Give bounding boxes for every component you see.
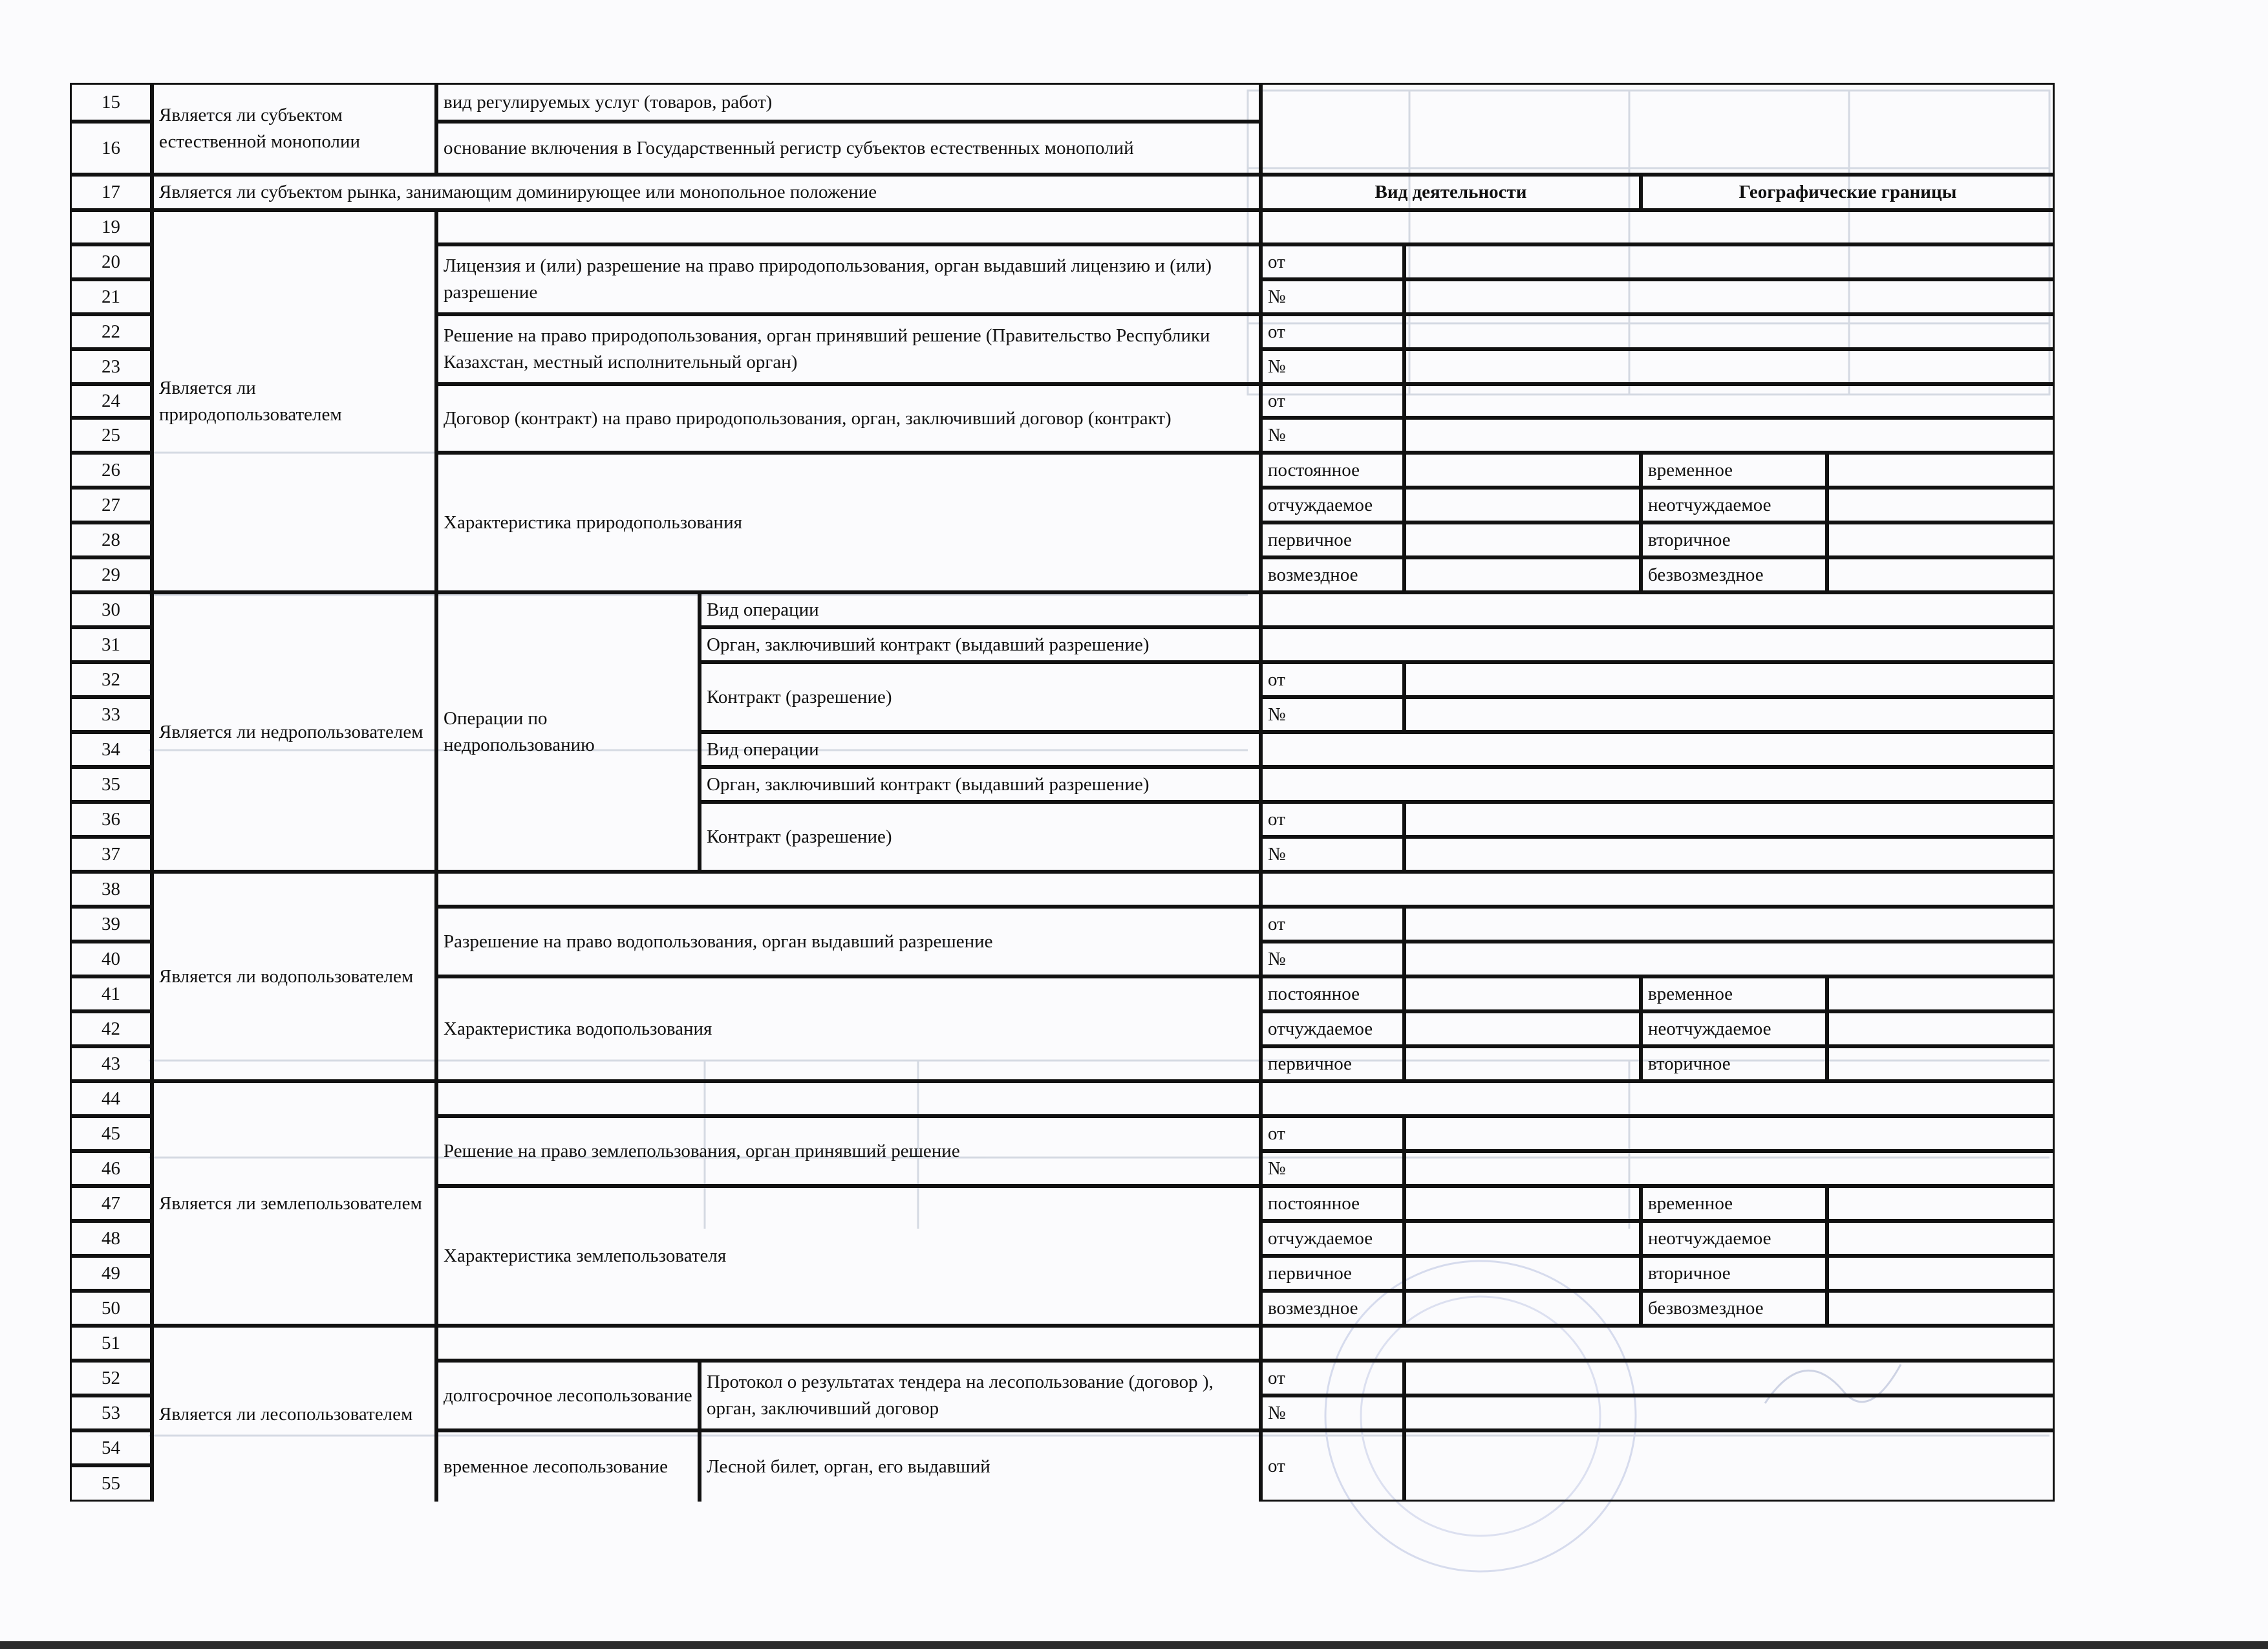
- from-value: [1404, 1116, 2055, 1151]
- nature-characteristic-label: Характеристика природопользования: [436, 453, 1261, 592]
- row-number: 26: [70, 453, 152, 488]
- from-value: [1404, 662, 2055, 697]
- row-number: 37: [70, 837, 152, 872]
- option-value: [1827, 1011, 2055, 1046]
- option-value: [1404, 557, 1641, 592]
- option-value: [1404, 1186, 1641, 1221]
- characteristic-option: неотчуждаемое: [1641, 488, 1827, 523]
- from-label: от: [1261, 314, 1404, 349]
- land-decision-label: Решение на право землепользования, орган принявший решение: [436, 1116, 1261, 1186]
- option-value: [1404, 1256, 1641, 1291]
- from-value: [1404, 907, 2055, 942]
- option-value: [1404, 488, 1641, 523]
- from-label: от: [1261, 244, 1404, 279]
- from-value: [1404, 384, 2055, 418]
- row-number: 41: [70, 976, 152, 1011]
- characteristic-option: возмездное: [1261, 557, 1404, 592]
- characteristic-option: постоянное: [1261, 1186, 1404, 1221]
- row-number: 40: [70, 942, 152, 976]
- row-number: 16: [70, 122, 152, 175]
- option-value: [1827, 453, 2055, 488]
- option-value: [1827, 1291, 2055, 1326]
- row-number: 55: [70, 1465, 152, 1502]
- operation-type-value: [1261, 592, 2055, 627]
- option-value: [1404, 976, 1641, 1011]
- option-value: [1404, 453, 1641, 488]
- option-value: [1827, 557, 2055, 592]
- option-value: [1404, 1011, 1641, 1046]
- dominant-position-question: Является ли субъектом рынка, занимающим доминирующее или монопольное положение: [152, 175, 1261, 210]
- characteristic-option: временное: [1641, 976, 1827, 1011]
- geographic-bounds-header: Географические границы: [1641, 175, 2055, 210]
- activity-type-header: Вид деятельности: [1261, 175, 1641, 210]
- operation-type-label: Вид операции: [700, 732, 1261, 767]
- land-characteristic-label: Характеристика землепользователя: [436, 1186, 1261, 1326]
- characteristic-option: первичное: [1261, 1046, 1404, 1081]
- row-number: 47: [70, 1186, 152, 1221]
- row-number: 54: [70, 1430, 152, 1465]
- option-value: [1827, 523, 2055, 557]
- row-number: 46: [70, 1151, 152, 1186]
- monopoly-answer: [1261, 83, 2055, 175]
- blank-cell: [1261, 1081, 2055, 1116]
- row-number: 28: [70, 523, 152, 557]
- characteristic-option: безвозмездное: [1641, 557, 1827, 592]
- option-value: [1827, 1046, 2055, 1081]
- row-number: 35: [70, 767, 152, 802]
- registry-basis-label: основание включения в Государственный регистр субъектов естественных монополий: [436, 122, 1261, 175]
- number-value: [1404, 837, 2055, 872]
- blank-cell: [436, 210, 1261, 244]
- from-label: от: [1261, 907, 1404, 942]
- characteristic-option: вторичное: [1641, 1046, 1827, 1081]
- forest-user-question: Является ли лесопользователем: [152, 1326, 436, 1502]
- contract-permit-label: Контракт (разрешение): [700, 802, 1261, 872]
- row-number: 15: [70, 83, 152, 122]
- characteristic-option: постоянное: [1261, 976, 1404, 1011]
- from-label: от: [1261, 1430, 1404, 1502]
- option-value: [1827, 488, 2055, 523]
- number-label: №: [1261, 1151, 1404, 1186]
- from-value: [1404, 1430, 2055, 1502]
- option-value: [1827, 976, 2055, 1011]
- number-value: [1404, 418, 2055, 453]
- operation-type-value: [1261, 732, 2055, 767]
- row-number: 27: [70, 488, 152, 523]
- row-number: 33: [70, 697, 152, 732]
- number-value: [1404, 697, 2055, 732]
- from-label: от: [1261, 384, 1404, 418]
- row-number: 24: [70, 384, 152, 418]
- characteristic-option: временное: [1641, 1186, 1827, 1221]
- option-value: [1404, 1291, 1641, 1326]
- contract-body-value: [1261, 627, 2055, 662]
- from-label: от: [1261, 662, 1404, 697]
- blank-cell: [1261, 210, 2055, 244]
- option-value: [1827, 1186, 2055, 1221]
- row-number: 21: [70, 279, 152, 314]
- row-number: 42: [70, 1011, 152, 1046]
- characteristic-option: отчуждаемое: [1261, 488, 1404, 523]
- row-number: 43: [70, 1046, 152, 1081]
- blank-cell: [436, 872, 1261, 907]
- forest-ticket-label: Лесной билет, орган, его выдавший: [700, 1430, 1261, 1502]
- from-value: [1404, 1361, 2055, 1396]
- row-number: 50: [70, 1291, 152, 1326]
- option-value: [1827, 1221, 2055, 1256]
- characteristic-option: вторичное: [1641, 1256, 1827, 1291]
- number-value: [1404, 279, 2055, 314]
- number-label: №: [1261, 942, 1404, 976]
- contract-label: Договор (контракт) на право природопользования, орган, заключивший договор (контракт): [436, 384, 1261, 453]
- number-value: [1404, 1396, 2055, 1430]
- number-label: №: [1261, 837, 1404, 872]
- row-number: 53: [70, 1396, 152, 1430]
- from-value: [1404, 244, 2055, 279]
- characteristic-option: вторичное: [1641, 523, 1827, 557]
- row-number: 20: [70, 244, 152, 279]
- characteristic-option: временное: [1641, 453, 1827, 488]
- regulated-services-label: вид регулируемых услуг (товаров, работ): [436, 83, 1261, 122]
- row-number: 49: [70, 1256, 152, 1291]
- temporary-forest-label: временное лесопользование: [436, 1430, 700, 1502]
- water-characteristic-label: Характеристика водопользования: [436, 976, 1261, 1081]
- characteristic-option: возмездное: [1261, 1291, 1404, 1326]
- row-number: 36: [70, 802, 152, 837]
- subsoil-user-question: Является ли недропользователем: [152, 592, 436, 872]
- operation-type-label: Вид операции: [700, 592, 1261, 627]
- contract-body-label: Орган, заключивший контракт (выдавший разрешение): [700, 627, 1261, 662]
- characteristic-option: отчуждаемое: [1261, 1011, 1404, 1046]
- blank-cell: [1261, 872, 2055, 907]
- number-value: [1404, 942, 2055, 976]
- row-number: 31: [70, 627, 152, 662]
- contract-body-value: [1261, 767, 2055, 802]
- nature-user-question: Является ли природопользователем: [152, 210, 436, 592]
- water-permit-label: Разрешение на право водопользования, орган выдавший разрешение: [436, 907, 1261, 976]
- characteristic-option: постоянное: [1261, 453, 1404, 488]
- blank-cell: [436, 1326, 1261, 1361]
- characteristic-option: неотчуждаемое: [1641, 1011, 1827, 1046]
- land-user-question: Является ли землепользователем: [152, 1081, 436, 1326]
- number-value: [1404, 1151, 2055, 1186]
- characteristic-option: безвозмездное: [1641, 1291, 1827, 1326]
- option-value: [1827, 1256, 2055, 1291]
- from-label: от: [1261, 802, 1404, 837]
- row-number: 44: [70, 1081, 152, 1116]
- row-number: 32: [70, 662, 152, 697]
- characteristic-option: первичное: [1261, 1256, 1404, 1291]
- from-label: от: [1261, 1116, 1404, 1151]
- number-label: №: [1261, 1396, 1404, 1430]
- row-number: 34: [70, 732, 152, 767]
- decision-label: Решение на право природопользования, орган принявший решение (Правительство Республики Казахстан, местный исполнительный орган): [436, 314, 1261, 384]
- monopoly-question: Является ли субъектом естественной монополии: [152, 83, 436, 175]
- row-number: 39: [70, 907, 152, 942]
- contract-body-label: Орган, заключивший контракт (выдавший разрешение): [700, 767, 1261, 802]
- blank-cell: [436, 1081, 1261, 1116]
- row-number: 23: [70, 349, 152, 384]
- row-number: 25: [70, 418, 152, 453]
- contract-permit-label: Контракт (разрешение): [700, 662, 1261, 732]
- row-number: 19: [70, 210, 152, 244]
- option-value: [1404, 1221, 1641, 1256]
- from-value: [1404, 314, 2055, 349]
- number-label: №: [1261, 349, 1404, 384]
- number-value: [1404, 349, 2055, 384]
- license-label: Лицензия и (или) разрешение на право природопользования, орган выдавший лицензию и (или) разрешение: [436, 244, 1261, 314]
- characteristic-option: неотчуждаемое: [1641, 1221, 1827, 1256]
- water-user-question: Является ли водопользователем: [152, 872, 436, 1081]
- option-value: [1404, 523, 1641, 557]
- number-label: №: [1261, 418, 1404, 453]
- row-number: 52: [70, 1361, 152, 1396]
- option-value: [1404, 1046, 1641, 1081]
- number-label: №: [1261, 279, 1404, 314]
- characteristic-option: первичное: [1261, 523, 1404, 557]
- characteristic-option: отчуждаемое: [1261, 1221, 1404, 1256]
- tender-protocol-label: Протокол о результатах тендера на лесопользование (договор ), орган, заключивший договор: [700, 1361, 1261, 1430]
- blank-cell: [1261, 1326, 2055, 1361]
- row-number: 17: [70, 175, 152, 210]
- long-term-forest-label: долгосрочное лесопользование: [436, 1361, 700, 1430]
- subsoil-operations-label: Операции по недропользованию: [436, 592, 700, 872]
- row-number: 29: [70, 557, 152, 592]
- row-number: 45: [70, 1116, 152, 1151]
- from-label: от: [1261, 1361, 1404, 1396]
- row-number: 48: [70, 1221, 152, 1256]
- row-number: 30: [70, 592, 152, 627]
- number-label: №: [1261, 697, 1404, 732]
- row-number: 38: [70, 872, 152, 907]
- row-number: 22: [70, 314, 152, 349]
- row-number: 51: [70, 1326, 152, 1361]
- from-value: [1404, 802, 2055, 837]
